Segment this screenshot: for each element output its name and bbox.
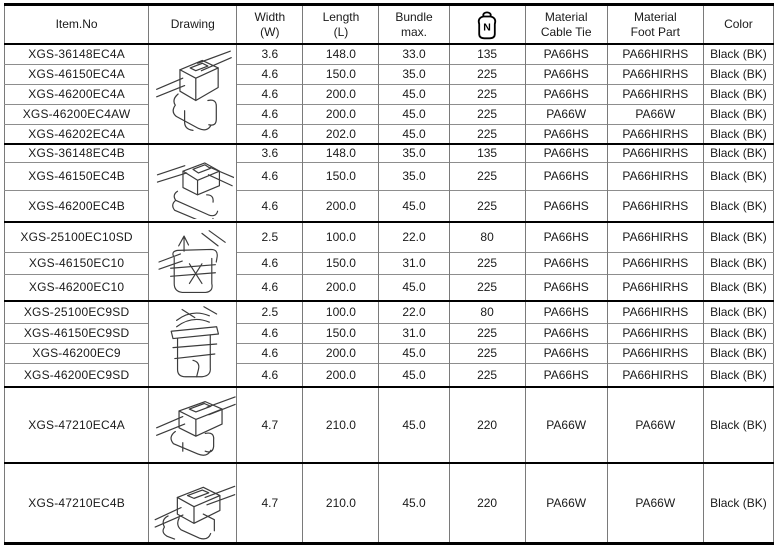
bundle-cell: 45.0 [379,363,449,387]
width-cell: 4.6 [237,274,303,301]
mat-foot-cell: PA66W [607,463,703,544]
color-cell: Black (BK) [703,162,773,190]
mat-foot-cell: PA66HIRHS [607,124,703,144]
item-no-cell: XGS-46200EC4B [5,190,149,222]
header-label: Width [254,9,286,24]
column-header-item [5,5,149,45]
mat-tie-cell: PA66HS [525,44,607,64]
header-label: Material [544,9,588,24]
mat-foot-cell: PA66HIRHS [607,144,703,162]
newton-weight-icon [475,9,499,40]
table-row [5,274,774,301]
color-cell: Black (BK) [703,463,773,544]
length-cell: 100.0 [303,301,379,323]
color-cell: Black (BK) [703,64,773,84]
mat-tie-cell: PA66W [525,387,607,463]
column-header-n [449,5,525,45]
color-cell: Black (BK) [703,124,773,144]
bundle-cell: 31.0 [379,323,449,343]
header-label: Item.No [55,17,98,31]
color-cell: Black (BK) [703,274,773,301]
drawing-cell [149,301,237,387]
length-cell: 210.0 [303,387,379,463]
drawing-cell [149,222,237,301]
item-no-cell: XGS-46200EC9SD [5,363,149,387]
color-cell: Black (BK) [703,84,773,104]
column-header-bundle [379,5,449,45]
width-cell: 2.5 [237,301,303,323]
header-label: Color [724,17,753,31]
mat-foot-cell: PA66HIRHS [607,274,703,301]
mat-tie-cell: PA66HS [525,252,607,274]
n-cell: 225 [449,343,525,363]
table-row [5,144,774,162]
tie-mount-ec10-illustration [154,228,232,296]
n-cell: 225 [449,363,525,387]
width-cell: 4.6 [237,323,303,343]
table-row [5,343,774,363]
length-cell: 150.0 [303,323,379,343]
n-cell: 135 [449,144,525,162]
bundle-cell: 45.0 [379,343,449,363]
item-no-cell: XGS-25100EC9SD [5,301,149,323]
n-cell: 225 [449,64,525,84]
mat-foot-cell: PA66W [607,104,703,124]
bundle-cell: 22.0 [379,301,449,323]
item-no-cell: XGS-46200EC4AW [5,104,149,124]
mat-tie-cell: PA66HS [525,144,607,162]
table-header [5,5,774,45]
mat-tie-cell: PA66HS [525,190,607,222]
length-cell: 200.0 [303,343,379,363]
item-no-cell: XGS-46200EC4A [5,84,149,104]
width-cell: 4.6 [237,162,303,190]
table-body [5,44,774,544]
column-header-drawing [149,5,237,45]
length-cell: 210.0 [303,463,379,544]
width-cell: 4.7 [237,463,303,544]
mat-foot-cell: PA66HIRHS [607,222,703,252]
length-cell: 200.0 [303,84,379,104]
column-header-mat_tie [525,5,607,45]
n-cell: 80 [449,222,525,252]
tie-mount-ec4a-illustration [152,47,234,141]
header-label: Material [633,9,677,24]
length-cell: 202.0 [303,124,379,144]
mat-foot-cell: PA66HIRHS [607,301,703,323]
width-cell: 4.6 [237,84,303,104]
width-cell: 4.6 [237,190,303,222]
mat-tie-cell: PA66HS [525,323,607,343]
header-sublabel: (L) [333,24,349,39]
color-cell: Black (BK) [703,301,773,323]
table-row [5,124,774,144]
mat-tie-cell: PA66W [525,104,607,124]
bundle-cell: 45.0 [379,274,449,301]
bundle-cell: 45.0 [379,104,449,124]
drawing-cell [149,144,237,222]
drawing-cell [149,44,237,144]
tie-mount-47210ec4a-illustration [151,392,237,458]
header-sublabel: max. [401,24,428,39]
n-cell: 225 [449,162,525,190]
mat-tie-cell: PA66HS [525,274,607,301]
drawing-cell [149,463,237,544]
column-header-width [237,5,303,45]
mat-tie-cell: PA66HS [525,363,607,387]
mat-foot-cell: PA66HIRHS [607,323,703,343]
width-cell: 4.6 [237,252,303,274]
width-cell: 4.6 [237,343,303,363]
mat-foot-cell: PA66HIRHS [607,343,703,363]
n-cell: 225 [449,274,525,301]
bundle-cell: 35.0 [379,144,449,162]
n-cell: 225 [449,84,525,104]
mat-tie-cell: PA66HS [525,124,607,144]
width-cell: 4.6 [237,104,303,124]
column-header-color [703,5,773,45]
table-row [5,44,774,64]
table-row [5,222,774,252]
header-sublabel: Cable Tie [540,24,592,39]
mat-tie-cell: PA66HS [525,343,607,363]
drawing-cell [149,387,237,463]
color-cell: Black (BK) [703,252,773,274]
color-cell: Black (BK) [703,363,773,387]
table-row [5,64,774,84]
table-row [5,84,774,104]
tie-mount-ec4b-illustration [152,147,234,219]
table-row [5,252,774,274]
color-cell: Black (BK) [703,190,773,222]
mat-foot-cell: PA66W [607,387,703,463]
tie-mount-47210ec4b-illustration [151,466,237,540]
width-cell: 4.6 [237,363,303,387]
item-no-cell: XGS-46150EC4A [5,64,149,84]
mat-foot-cell: PA66HIRHS [607,162,703,190]
length-cell: 150.0 [303,252,379,274]
width-cell: 4.7 [237,387,303,463]
table-row [5,190,774,222]
n-cell: 225 [449,252,525,274]
length-cell: 148.0 [303,44,379,64]
mat-tie-cell: PA66W [525,463,607,544]
color-cell: Black (BK) [703,323,773,343]
length-cell: 200.0 [303,104,379,124]
item-no-cell: XGS-46200EC9 [5,343,149,363]
mat-tie-cell: PA66HS [525,84,607,104]
color-cell: Black (BK) [703,104,773,124]
length-cell: 200.0 [303,274,379,301]
length-cell: 100.0 [303,222,379,252]
bundle-cell: 45.0 [379,190,449,222]
mat-foot-cell: PA66HIRHS [607,64,703,84]
table-row [5,162,774,190]
item-no-cell: XGS-46150EC4B [5,162,149,190]
table-row [5,301,774,323]
mat-foot-cell: PA66HIRHS [607,84,703,104]
item-no-cell: XGS-47210EC4B [5,463,149,544]
header-sublabel: Foot Part [630,24,680,39]
bundle-cell: 45.0 [379,387,449,463]
bundle-cell: 31.0 [379,252,449,274]
table-row [5,463,774,544]
mat-foot-cell: PA66HIRHS [607,44,703,64]
svg-text:N: N [483,21,491,34]
item-no-cell: XGS-36148EC4B [5,144,149,162]
item-no-cell: XGS-46202EC4A [5,124,149,144]
n-cell: 220 [449,463,525,544]
mat-foot-cell: PA66HIRHS [607,363,703,387]
n-cell: 135 [449,44,525,64]
n-cell: 220 [449,387,525,463]
bundle-cell: 45.0 [379,84,449,104]
column-header-length [303,5,379,45]
n-cell: 225 [449,104,525,124]
color-cell: Black (BK) [703,44,773,64]
table-row [5,104,774,124]
n-cell: 225 [449,323,525,343]
color-cell: Black (BK) [703,387,773,463]
bundle-cell: 35.0 [379,64,449,84]
item-no-cell: XGS-36148EC4A [5,44,149,64]
mat-foot-cell: PA66HIRHS [607,252,703,274]
header-label: Drawing [170,17,215,31]
table-row [5,387,774,463]
length-cell: 200.0 [303,363,379,387]
column-header-mat_foot [607,5,703,45]
item-no-cell: XGS-46150EC10 [5,252,149,274]
width-cell: 4.6 [237,124,303,144]
length-cell: 150.0 [303,162,379,190]
cable-tie-spec-table [4,3,774,545]
n-cell: 225 [449,124,525,144]
color-cell: Black (BK) [703,222,773,252]
tie-mount-ec9-illustration [154,304,232,384]
width-cell: 2.5 [237,222,303,252]
table-row [5,323,774,343]
n-cell: 225 [449,190,525,222]
bundle-cell: 22.0 [379,222,449,252]
length-cell: 150.0 [303,64,379,84]
item-no-cell: XGS-46200EC10 [5,274,149,301]
bundle-cell: 45.0 [379,124,449,144]
color-cell: Black (BK) [703,144,773,162]
length-cell: 148.0 [303,144,379,162]
width-cell: 3.6 [237,44,303,64]
bundle-cell: 45.0 [379,463,449,544]
item-no-cell: XGS-47210EC4A [5,387,149,463]
mat-tie-cell: PA66HS [525,222,607,252]
header-sublabel: (W) [260,24,280,39]
item-no-cell: XGS-25100EC10SD [5,222,149,252]
table-row [5,363,774,387]
width-cell: 3.6 [237,144,303,162]
color-cell: Black (BK) [703,343,773,363]
header-label: Bundle [395,9,433,24]
header-label: Length [322,9,360,24]
length-cell: 200.0 [303,190,379,222]
mat-tie-cell: PA66HS [525,301,607,323]
item-no-cell: XGS-46150EC9SD [5,323,149,343]
bundle-cell: 33.0 [379,44,449,64]
mat-tie-cell: PA66HS [525,162,607,190]
header-row [5,5,774,45]
mat-tie-cell: PA66HS [525,64,607,84]
n-cell: 80 [449,301,525,323]
bundle-cell: 35.0 [379,162,449,190]
mat-foot-cell: PA66HIRHS [607,190,703,222]
width-cell: 4.6 [237,64,303,84]
